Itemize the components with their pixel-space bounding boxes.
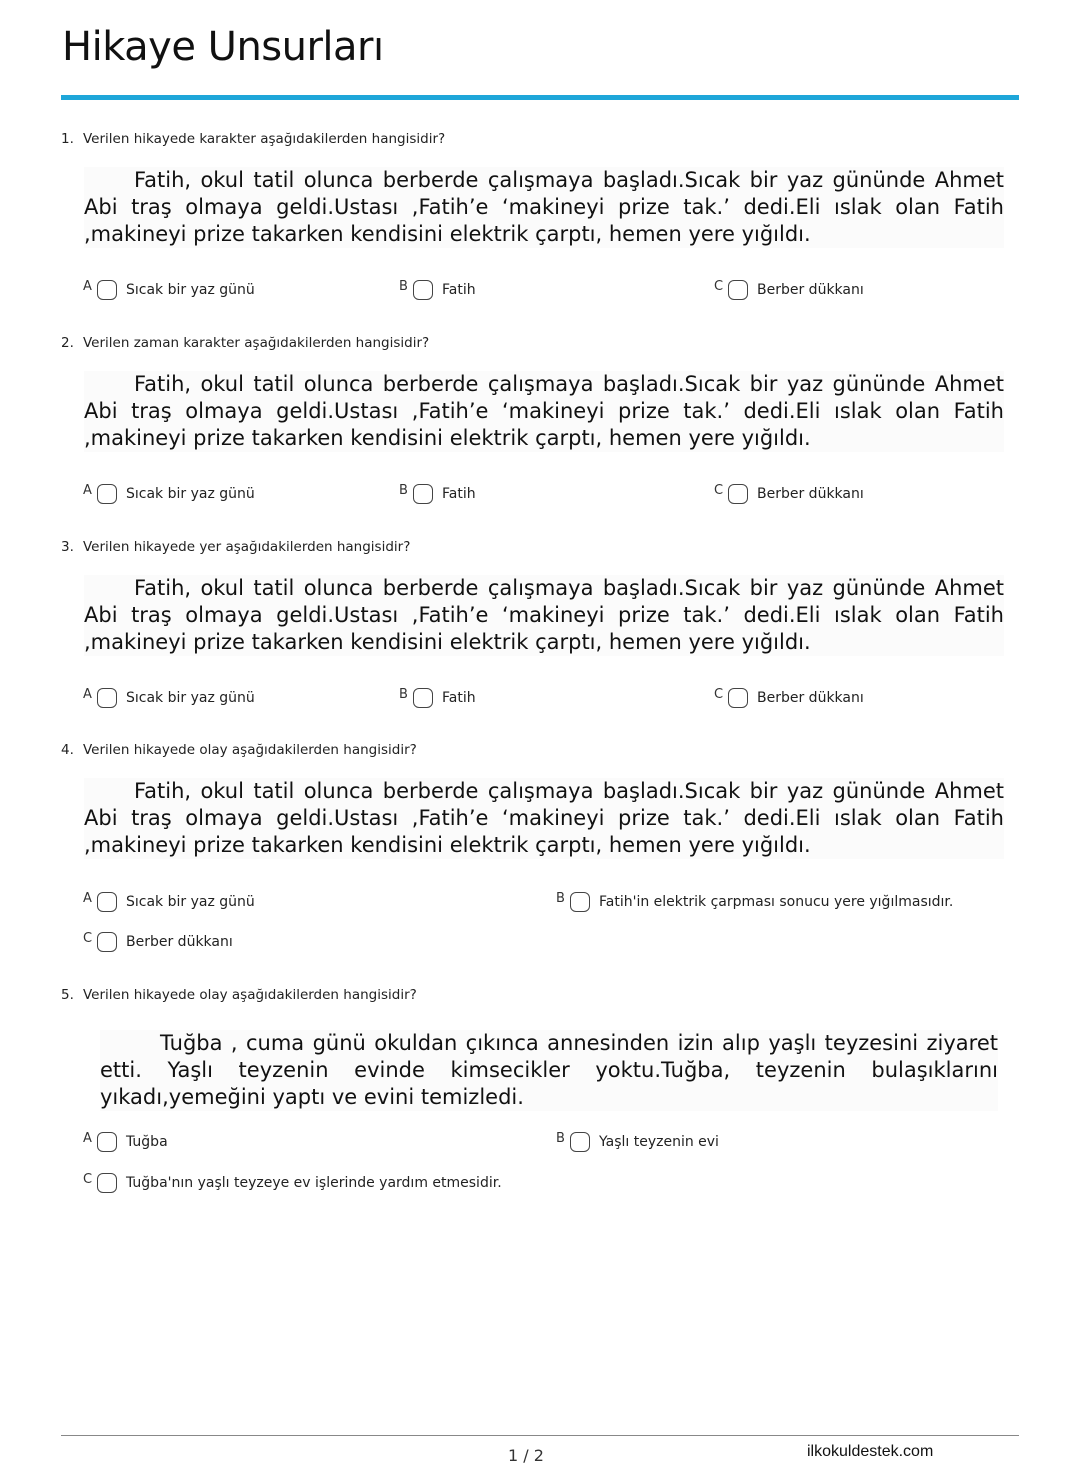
passage-text: Fatih, okul tatil olunca berberde çalışmaya başladı.Sıcak bir yaz gününde Ahmet Abi traş olmaya geldi.Ustası ,Fatih’e ‘makineyi prize tak.’ dedi.Eli ıslak olan Fatih ,makineyi prize takarken kendisini elektrik çarptı, hemen yere yığıldı. [84,168,1004,246]
option-3a[interactable] [83,688,255,708]
option-2a[interactable] [83,484,255,504]
question-number: 4. [61,742,74,758]
option-checkbox[interactable] [570,1132,590,1152]
option-letter: A [83,890,92,906]
option-checkbox[interactable] [97,280,117,300]
option-5b[interactable] [556,1132,719,1152]
question-number: 2. [61,335,74,351]
option-label: Fatih [442,690,476,706]
page-number: 1 / 2 [508,1446,544,1465]
option-2c[interactable] [714,484,864,504]
option-letter: C [714,686,724,702]
option-label: Yaşlı teyzenin evi [599,1134,719,1150]
option-letter: A [83,1130,92,1146]
option-checkbox[interactable] [413,280,433,300]
question-number: 5. [61,987,74,1003]
option-letter: B [399,278,408,294]
passage-text: Fatih, okul tatil olunca berberde çalışmaya başladı.Sıcak bir yaz gününde Ahmet Abi traş olmaya geldi.Ustası ,Fatih’e ‘makineyi prize tak.’ dedi.Eli ıslak olan Fatih ,makineyi prize takarken kendisini elektrik çarptı, hemen yere yığıldı. [84,779,1004,857]
question-1 [61,131,445,147]
passage-image-1 [84,167,1004,248]
option-1b[interactable] [399,280,476,300]
option-letter: B [399,686,408,702]
option-letter: B [556,890,565,906]
question-5 [61,987,417,1003]
option-label: Berber dükkanı [126,934,233,950]
option-4c[interactable] [83,932,233,952]
option-checkbox[interactable] [570,892,590,912]
passage-image-2 [84,371,1004,452]
option-5a[interactable] [83,1132,168,1152]
option-label: Berber dükkanı [757,486,864,502]
option-label: Fatih [442,486,476,502]
question-number: 3. [61,539,74,555]
passage-image-4 [84,778,1004,859]
question-text: Verilen hikayede karakter aşağıdakilerden hangisidir? [83,131,446,147]
option-1c[interactable] [714,280,864,300]
passage-text: Fatih, okul tatil olunca berberde çalışmaya başladı.Sıcak bir yaz gününde Ahmet Abi traş olmaya geldi.Ustası ,Fatih’e ‘makineyi prize tak.’ dedi.Eli ıslak olan Fatih ,makineyi prize takarken kendisini elektrik çarptı, hemen yere yığıldı. [84,576,1004,654]
option-letter: B [399,482,408,498]
option-letter: A [83,278,92,294]
footer-divider [61,1435,1019,1436]
option-1a[interactable] [83,280,255,300]
option-checkbox[interactable] [728,688,748,708]
option-checkbox[interactable] [97,688,117,708]
question-2 [61,335,429,351]
option-3b[interactable] [399,688,476,708]
option-4a[interactable] [83,892,255,912]
option-label: Tuğba [126,1134,168,1150]
option-checkbox[interactable] [97,1132,117,1152]
option-checkbox[interactable] [728,280,748,300]
option-label: Berber dükkanı [757,690,864,706]
option-label: Berber dükkanı [757,282,864,298]
option-checkbox[interactable] [728,484,748,504]
option-letter: C [83,930,93,946]
option-label: Fatih'in elektrik çarpması sonucu yere yığılmasıdır. [599,894,954,910]
option-letter: C [83,1171,93,1187]
option-checkbox[interactable] [97,484,117,504]
option-checkbox[interactable] [97,1173,117,1193]
option-letter: C [714,278,724,294]
option-5c[interactable] [83,1173,502,1193]
question-3 [61,539,410,555]
option-label: Sıcak bir yaz günü [126,690,255,706]
question-text: Verilen hikayede olay aşağıdakilerden hangisidir? [83,987,417,1003]
option-checkbox[interactable] [413,688,433,708]
option-label: Fatih [442,282,476,298]
option-label: Tuğba'nın yaşlı teyzeye ev işlerinde yardım etmesidir. [126,1175,502,1191]
passage-text: Fatih, okul tatil olunca berberde çalışmaya başladı.Sıcak bir yaz gününde Ahmet Abi traş olmaya geldi.Ustası ,Fatih’e ‘makineyi prize tak.’ dedi.Eli ıslak olan Fatih ,makineyi prize takarken kendisini elektrik çarptı, hemen yere yığıldı. [84,372,1004,450]
question-4 [61,742,417,758]
page-title: Hikaye Unsurları [62,24,384,70]
option-letter: A [83,482,92,498]
option-label: Sıcak bir yaz günü [126,282,255,298]
option-letter: A [83,686,92,702]
question-number: 1. [61,131,74,147]
title-divider [61,95,1019,100]
site-name: ilkokuldestek.com [807,1443,934,1460]
option-2b[interactable] [399,484,476,504]
option-checkbox[interactable] [413,484,433,504]
passage-text: Tuğba , cuma günü okuldan çıkınca annesinden izin alıp yaşlı teyzesini ziyaret etti. Yaşlı teyzenin evinde kimsecikler yoktu.Tuğba, teyzenin bulaşıklarını yıkadı,yemeğini yaptı ve evini temizledi. [100,1031,998,1109]
question-text: Verilen hikayede yer aşağıdakilerden hangisidir? [83,539,411,555]
option-letter: C [714,482,724,498]
question-text: Verilen zaman karakter aşağıdakilerden hangisidir? [83,335,430,351]
option-checkbox[interactable] [97,932,117,952]
option-label: Sıcak bir yaz günü [126,894,255,910]
question-text: Verilen hikayede olay aşağıdakilerden hangisidir? [83,742,417,758]
passage-image-3 [84,575,1004,656]
option-letter: B [556,1130,565,1146]
option-label: Sıcak bir yaz günü [126,486,255,502]
option-checkbox[interactable] [97,892,117,912]
option-3c[interactable] [714,688,864,708]
passage-image-5 [100,1030,998,1111]
option-4b[interactable] [556,892,953,912]
